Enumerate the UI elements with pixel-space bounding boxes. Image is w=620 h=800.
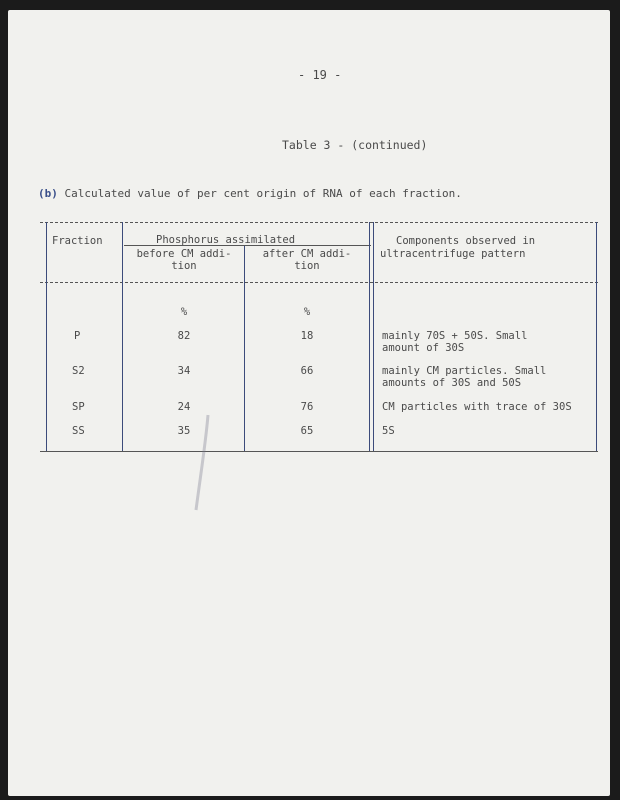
row-s2-after: 66 bbox=[300, 365, 314, 377]
header-phosphorus: Phosphorus assimilated bbox=[156, 234, 296, 246]
unit-after: % bbox=[303, 306, 311, 318]
header-fraction: Fraction bbox=[52, 235, 103, 247]
row-sp-components: CM particles with trace of 30S bbox=[382, 401, 572, 413]
header-before-line1: before CM addi- bbox=[136, 248, 232, 260]
row-p-before: 82 bbox=[177, 330, 191, 342]
before-after-divider bbox=[244, 246, 245, 451]
row-sp-before: 24 bbox=[177, 401, 191, 413]
left-border bbox=[46, 222, 47, 451]
phosphorus-divider-a bbox=[369, 222, 370, 451]
pencil-mark bbox=[188, 410, 218, 520]
table-caption bbox=[38, 187, 462, 200]
phosphorus-divider-b bbox=[373, 222, 374, 451]
header-components-line2: ultracentrifuge pattern bbox=[380, 248, 526, 260]
row-ss-fraction: SS bbox=[72, 425, 85, 437]
row-sp-fraction: SP bbox=[72, 401, 85, 413]
row-s2-components-line1: mainly CM particles. Small bbox=[382, 365, 547, 377]
table-title: Table 3 - (continued) bbox=[282, 138, 428, 152]
row-p-components-line1: mainly 70S + 50S. Small bbox=[382, 330, 528, 342]
table-bottom-rule bbox=[40, 451, 598, 452]
header-components-line1: Components observed in bbox=[396, 235, 536, 247]
caption-text: Calculated value of per cent origin of RNA of each fraction. bbox=[64, 187, 462, 200]
header-after-line1: after CM addi- bbox=[262, 248, 352, 260]
header-before-line2: tion bbox=[171, 260, 197, 272]
row-s2-fraction: S2 bbox=[72, 365, 85, 377]
row-s2-before: 34 bbox=[177, 365, 191, 377]
table-top-rule bbox=[40, 222, 598, 223]
row-s2-components-line2: amounts of 30S and 50S bbox=[382, 377, 522, 389]
document-page bbox=[8, 10, 610, 796]
page-number: - 19 - bbox=[298, 68, 342, 82]
row-ss-before: 35 bbox=[177, 425, 191, 437]
row-ss-components: 5S bbox=[382, 425, 395, 437]
caption-marker: (b) bbox=[38, 187, 58, 200]
unit-before: % bbox=[180, 306, 188, 318]
row-p-components-line2: amount of 30S bbox=[382, 342, 465, 354]
row-p-after: 18 bbox=[300, 330, 314, 342]
header-bottom-rule bbox=[40, 282, 598, 283]
fraction-divider bbox=[122, 222, 123, 451]
row-ss-after: 65 bbox=[300, 425, 314, 437]
header-after-line2: tion bbox=[294, 260, 320, 272]
row-p-fraction: P bbox=[74, 330, 81, 342]
right-border bbox=[596, 222, 597, 451]
row-sp-after: 76 bbox=[300, 401, 314, 413]
